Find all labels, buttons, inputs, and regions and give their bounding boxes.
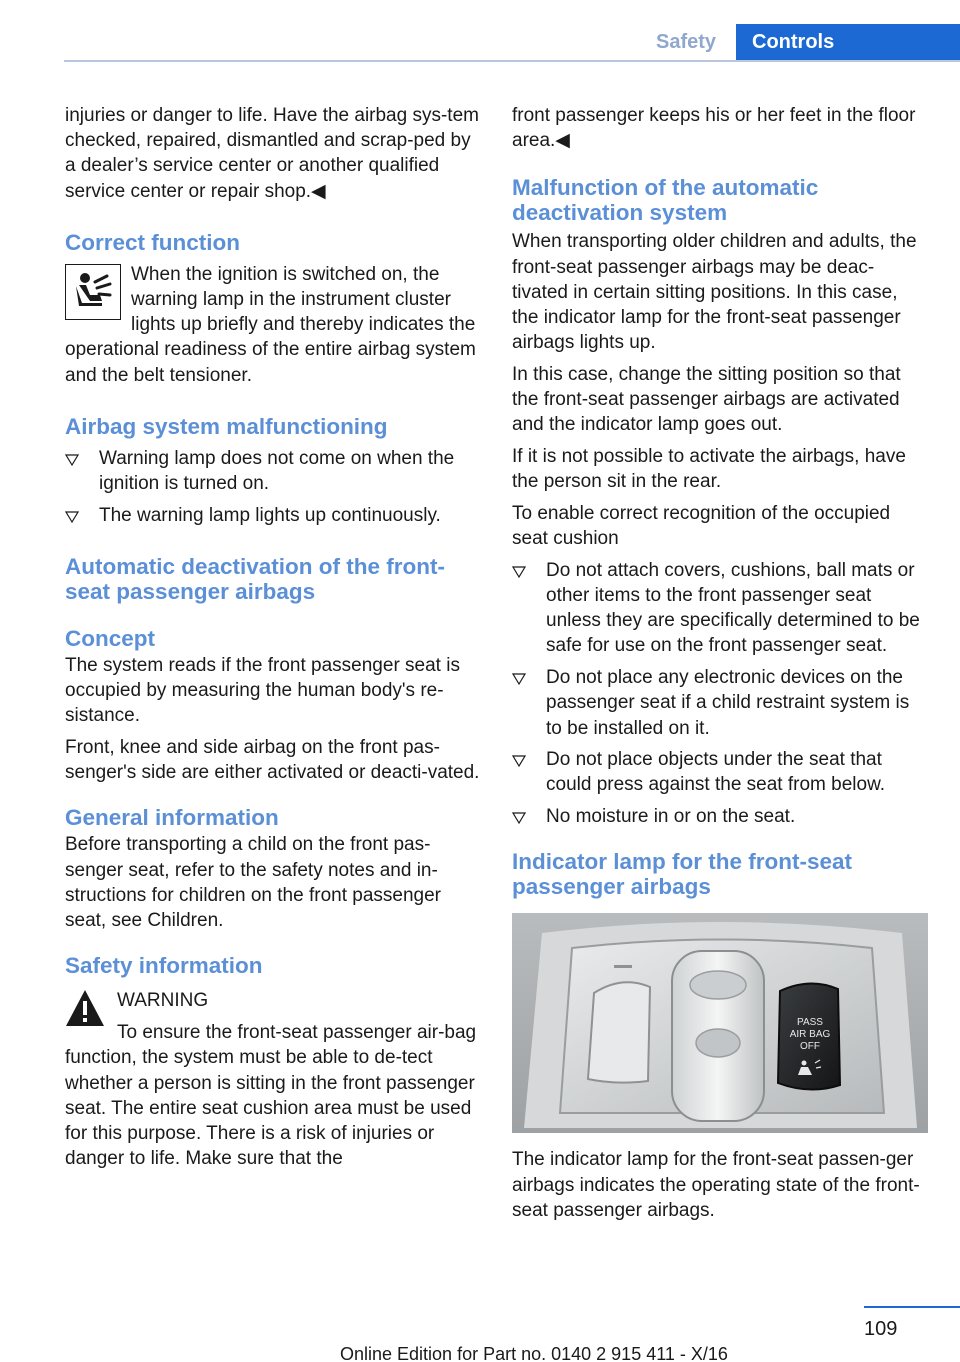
warning-triangle-icon: [65, 988, 105, 1028]
warning-label: WARNING: [117, 990, 209, 1012]
list-item: Do not attach covers, cushions, ball mats or other items to the front passenger seat unless they are specifically determined to be safe for use on the front passenger seat.: [512, 558, 928, 659]
correct-function-text: When the ignition is switched on, the warning lamp in the instrument cluster lights up briefly and thereby indicates the operational readiness of the entire airbag system and the belt tensioner.: [65, 263, 476, 386]
triangle-bullet-icon: [512, 747, 528, 772]
malfunction-paragraph-3: If it is not possible to activate the airbags, have the person sit in the rear.: [512, 446, 906, 493]
triangle-bullet-icon: [512, 665, 528, 690]
page-number: 109: [864, 1318, 898, 1340]
malfunction-paragraph-4: To enable correct recognition of the occupied seat cushion: [512, 502, 891, 550]
photo-label-line-2: AIR BAG: [789, 1029, 831, 1041]
malfunction-paragraph-2: In this case, change the sitting position so that the front-seat passenger airbags are activated and the indicator lamp goes out.: [512, 363, 901, 436]
triangle-bullet-icon: [65, 503, 81, 528]
indicator-lamp-heading: Indicator lamp for the front-seat passenger airbags: [512, 849, 853, 900]
triangle-bullet-icon: [512, 558, 528, 583]
edition-footer: Online Edition for Part no. 0140 2 915 411 - X/16: [340, 1344, 728, 1362]
header-divider: [64, 60, 960, 62]
triangle-bullet-icon: [65, 446, 81, 471]
photo-label-line-3: OFF: [800, 1041, 820, 1053]
general-information-text: Before transporting a child on the front pas‐senger seat, refer to the safety notes and in‐structions for children on the front passenger seat, see Children.: [65, 834, 441, 932]
continued-paragraph: front passenger keeps his or her feet in the floor area.◀: [512, 105, 916, 152]
tab-safety[interactable]: Safety: [636, 24, 736, 61]
list-item: Do not place objects under the seat that could press against the seat from below.: [512, 747, 928, 797]
indicator-lamp-photo: [512, 913, 928, 1133]
malfunction-auto-heading: Malfunction of the automatic deactivation system: [512, 175, 819, 226]
correct-function-block: [65, 262, 481, 388]
general-information-heading: General information: [65, 805, 279, 831]
list-item: The warning lamp lights up continuously.: [65, 503, 481, 528]
warning-block: [65, 988, 481, 1171]
malfunction-heading: Airbag system malfunctioning: [65, 413, 388, 439]
malfunction-paragraph-1: When transporting older children and adults, the front-seat passenger airbags may be deac‐tivated in certain sitting positions. In this case, the indicator lamp for the front-seat passenger airbags lights up.: [512, 231, 917, 354]
concept-heading: Concept: [65, 625, 155, 651]
footer-divider: [864, 1306, 960, 1308]
concept-paragraph-2: Front, knee and side airbag on the front pas‐senger's side are either activated or deacti‐vated.: [65, 737, 480, 784]
indicator-lamp-text: The indicator lamp for the front-seat passen‐ger airbags indicates the operating state of the front-seat passenger airbags.: [512, 1149, 920, 1221]
photo-label-line-1: PASS: [797, 1017, 823, 1029]
triangle-bullet-icon: [512, 804, 528, 829]
concept-paragraph-1: The system reads if the front passenger seat is occupied by measuring the human body's re‐sistance.: [65, 654, 460, 727]
list-item: Do not place any electronic devices on the passenger seat if a child restraint system is to be installed on it.: [512, 665, 928, 741]
auto-deactivation-heading: Automatic deactivation of the front‐seat passenger airbags: [65, 553, 446, 604]
warning-text: To ensure the front-seat passenger air‐bag function, the system must be able to de‐tect whether a person is sitting in the front passenger seat. The entire seat cushion area must be used for this purpose. There is a risk of injuries or danger to life. Make sure that the: [65, 1022, 477, 1170]
malfunction-list: [65, 446, 481, 528]
safety-information-heading: Safety information: [65, 953, 263, 979]
tab-controls[interactable]: Controls: [736, 24, 960, 61]
correct-function-heading: Correct function: [65, 229, 241, 255]
airbag-warning-icon: [65, 264, 121, 320]
intro-paragraph: injuries or danger to life. Have the airbag sys‐tem checked, repaired, dismantled and scrap‐ped by a dealer’s service center or another qualified service center or repair shop.◀: [65, 105, 479, 202]
list-item: Warning lamp does not come on when the ignition is turned on.: [65, 446, 481, 496]
seat-list: [512, 558, 928, 830]
list-item: No moisture in or on the seat.: [512, 804, 928, 829]
left-column: [65, 103, 481, 1178]
header-tabs: [636, 24, 960, 61]
right-column: [512, 103, 928, 1229]
